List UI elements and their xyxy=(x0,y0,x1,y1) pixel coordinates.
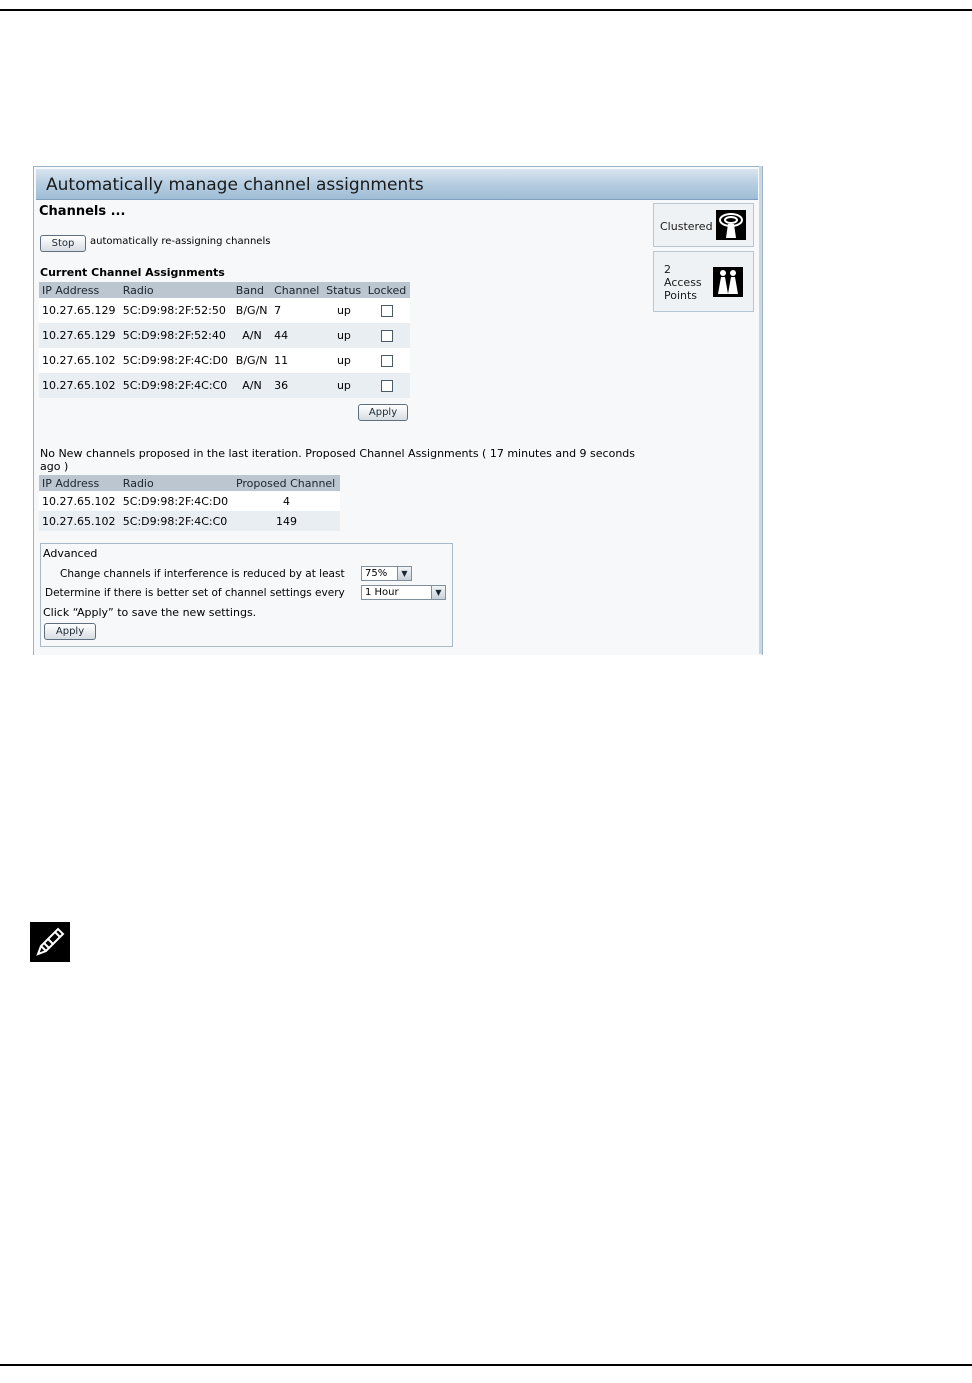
advanced-legend: Advanced xyxy=(43,547,98,560)
stop-caption: automatically re-assigning channels xyxy=(90,236,271,247)
cell-ip: 10.27.65.102 xyxy=(39,348,120,373)
cell-radio: 5C:D9:98:2F:4C:D0 xyxy=(120,348,233,373)
locked-checkbox[interactable] xyxy=(381,355,393,367)
current-assignments-title: Current Channel Assignments xyxy=(40,266,225,279)
panel-title: Automatically manage channel assignments xyxy=(46,175,424,195)
table-header-row xyxy=(39,475,340,491)
proposed-assignments-table xyxy=(39,475,340,531)
table-header-row xyxy=(39,282,410,298)
section-title: Channels ... xyxy=(39,204,126,219)
col-channel: Channel xyxy=(271,282,323,298)
cell-status: up xyxy=(323,323,365,348)
page-bottom-rule xyxy=(0,1364,972,1366)
clustered-label: Clustered xyxy=(660,220,713,233)
interference-select[interactable] xyxy=(361,566,412,581)
cell-radio: 5C:D9:98:2F:52:50 xyxy=(120,298,233,323)
panel-header xyxy=(36,169,758,200)
cell-locked xyxy=(365,348,410,373)
cell-ip: 10.27.65.102 xyxy=(39,373,120,398)
cell-locked xyxy=(365,323,410,348)
table-row xyxy=(39,491,340,511)
interval-label: Determine if there is better set of channel settings every xyxy=(45,587,345,599)
col-radio: Radio xyxy=(120,282,233,298)
cell-status: up xyxy=(323,298,365,323)
table-row xyxy=(39,373,410,398)
access-points-icon xyxy=(713,267,743,297)
cell-channel: 11 xyxy=(271,348,323,373)
interval-value: 1 Hour xyxy=(365,587,399,598)
table-row xyxy=(39,298,410,323)
cell-band: B/G/N xyxy=(233,298,271,323)
col-band: Band xyxy=(233,282,271,298)
cell-radio: 5C:D9:98:2F:4C:D0 xyxy=(120,491,233,511)
cell-band: A/N xyxy=(233,373,271,398)
cell-locked xyxy=(365,373,410,398)
page-top-rule xyxy=(0,9,972,11)
cell-ip: 10.27.65.102 xyxy=(39,491,120,511)
table-row xyxy=(39,323,410,348)
access-points-label-1: Access xyxy=(664,276,702,289)
cell-status: up xyxy=(323,348,365,373)
proposed-note-line-1: No New channels proposed in the last iteration. Proposed Channel Assignments ( 17 minutes and 9 seconds xyxy=(40,447,635,460)
locked-checkbox[interactable] xyxy=(381,380,393,392)
locked-checkbox[interactable] xyxy=(381,330,393,342)
cell-status: up xyxy=(323,373,365,398)
table-row xyxy=(39,348,410,373)
cell-radio: 5C:D9:98:2F:4C:C0 xyxy=(120,373,233,398)
apply-hint: Click “Apply” to save the new settings. xyxy=(43,606,257,619)
apply-locks-button[interactable]: Apply xyxy=(358,404,408,421)
interference-value: 75% xyxy=(365,568,388,579)
table-row xyxy=(39,511,340,531)
cell-radio: 5C:D9:98:2F:52:40 xyxy=(120,323,233,348)
locked-checkbox[interactable] xyxy=(381,305,393,317)
cell-channel: 44 xyxy=(271,323,323,348)
cell-proposed-channel: 149 xyxy=(233,511,340,531)
stop-button[interactable]: Stop xyxy=(40,235,86,252)
col-status: Status xyxy=(323,282,365,298)
current-assignments-table xyxy=(39,282,410,398)
proposed-note-line-2: ago ) xyxy=(40,460,69,473)
cell-channel: 36 xyxy=(271,373,323,398)
apply-advanced-button[interactable]: Apply xyxy=(44,623,96,640)
note-pencil-icon xyxy=(30,922,70,962)
clustered-status-card[interactable] xyxy=(653,203,754,247)
chevron-down-icon: ▼ xyxy=(431,586,445,599)
cluster-icon xyxy=(716,210,746,240)
access-points-card[interactable] xyxy=(653,251,754,312)
cell-proposed-channel: 4 xyxy=(233,491,340,511)
col-ip-address: IP Address xyxy=(39,282,120,298)
col-radio: Radio xyxy=(120,475,233,491)
interval-select[interactable] xyxy=(361,585,446,600)
col-proposed-channel: Proposed Channel xyxy=(233,475,340,491)
cell-radio: 5C:D9:98:2F:4C:C0 xyxy=(120,511,233,531)
cell-band: B/G/N xyxy=(233,348,271,373)
col-ip-address: IP Address xyxy=(39,475,120,491)
col-locked: Locked xyxy=(365,282,410,298)
cell-ip: 10.27.65.129 xyxy=(39,323,120,348)
cell-channel: 7 xyxy=(271,298,323,323)
panel-side-border xyxy=(759,166,762,654)
chevron-down-icon: ▼ xyxy=(397,567,411,580)
cell-ip: 10.27.65.102 xyxy=(39,511,120,531)
access-point-count: 2 xyxy=(664,263,671,276)
interference-label: Change channels if interference is reduced by at least xyxy=(60,568,345,580)
access-points-label-2: Points xyxy=(664,289,698,302)
cell-band: A/N xyxy=(233,323,271,348)
cell-locked xyxy=(365,298,410,323)
cell-ip: 10.27.65.129 xyxy=(39,298,120,323)
